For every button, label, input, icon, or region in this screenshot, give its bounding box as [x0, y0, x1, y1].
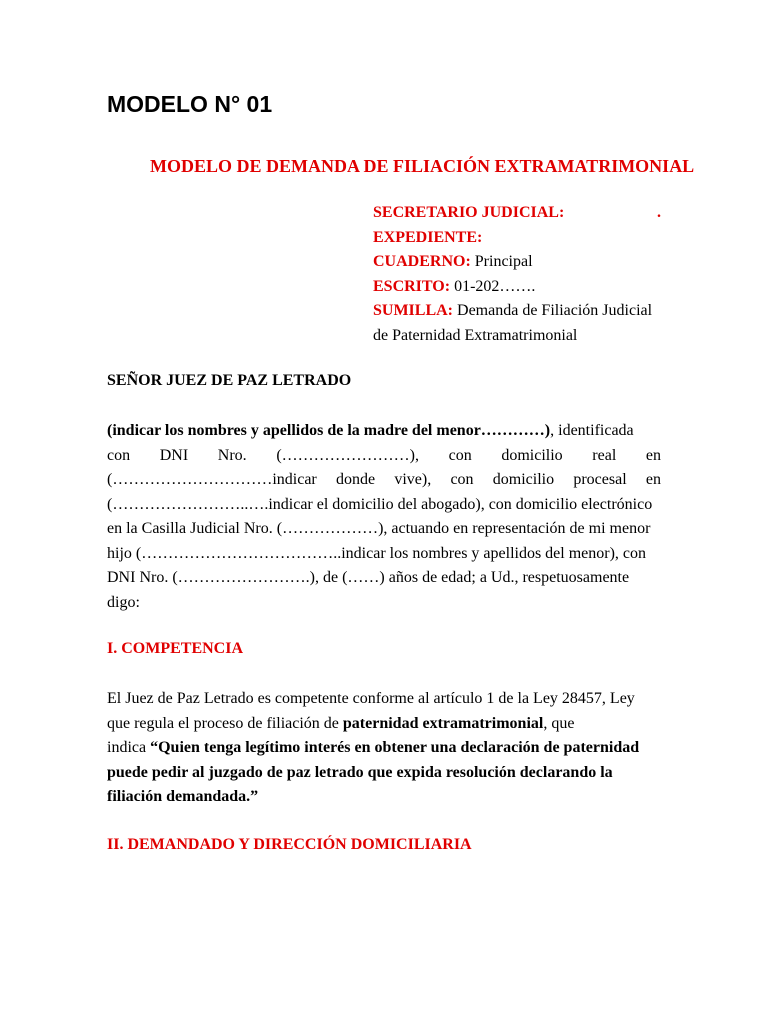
case-header	[373, 201, 661, 348]
paternity-emphasis: paternidad extramatrimonial	[342, 714, 544, 732]
competencia-line-3: indica “Quien tenga legítimo interés en obtener una declaración de paternidad	[107, 739, 640, 756]
intro-line-7: DNI Nro. (…………………….), de (……) años de edad; a Ud., respetuosamente	[107, 569, 630, 586]
escrito-row	[373, 275, 661, 300]
section-heading-demandado: II. DEMANDADO Y DIRECCIÓN DOMICILIARIA	[107, 836, 472, 853]
intro-line-1: (indicar los nombres y apellidos de la madre del menor…………), identificada	[107, 422, 634, 439]
escrito-value: 01-202…….	[450, 277, 536, 295]
competencia-paragraph	[107, 687, 661, 810]
competencia-line-5: filiación demandada.”	[107, 788, 259, 805]
sumilla-label: SUMILLA:	[373, 302, 454, 319]
expediente-label: EXPEDIENTE:	[373, 228, 483, 246]
escrito-label: ESCRITO:	[373, 277, 451, 295]
competencia-line-4: puede pedir al juzgado de paz letrado que expida resolución declarando la	[107, 763, 613, 781]
secretario-value: .	[657, 204, 661, 221]
cuaderno-value: Principal	[470, 253, 533, 270]
cuaderno-row	[373, 250, 661, 275]
law-quote: “Quien tenga legítimo interés en obtener una declaración de paternidad	[150, 739, 640, 756]
sumilla-value-continued: de Paternidad Extramatrimonial	[373, 326, 578, 344]
sumilla-value: Demanda de Filiación Judicial	[453, 302, 653, 319]
sumilla-row-continued	[373, 324, 661, 349]
intro-line-5: en la Casilla Judicial Nro. (………………), actuando en representación de mi menor	[107, 520, 651, 537]
document-title: MODELO DE DEMANDA DE FILIACIÓN EXTRAMATRIMONIAL	[150, 156, 695, 176]
intro-paragraph	[107, 419, 661, 615]
page-title: MODELO N° 01	[107, 91, 273, 117]
intro-line-2: con DNI Nro. (……………………), con domicilio real en	[107, 446, 661, 464]
competencia-line-2: que regula el proceso de filiación de paternidad extramatrimonial, que	[107, 714, 575, 732]
cuaderno-label: CUADERNO:	[373, 253, 471, 270]
intro-line-6: hijo (………………………………..indicar los nombres y apellidos del menor), con	[107, 544, 647, 562]
secretario-row	[373, 201, 661, 226]
secretario-label: SECRETARIO JUDICIAL:	[373, 204, 565, 221]
mother-name-placeholder: (indicar los nombres y apellidos de la madre del menor…………)	[107, 422, 551, 439]
sumilla-row	[373, 299, 661, 324]
intro-line-8: digo:	[107, 593, 140, 611]
section-heading-competencia: I. COMPETENCIA	[107, 640, 244, 657]
intro-line-3: (…………………………indicar donde vive), con domicilio procesal en	[107, 471, 661, 488]
intro-line-4: (……………………..….indicar el domicilio del abogado), con domicilio electrónico	[107, 495, 653, 513]
salutation: SEÑOR JUEZ DE PAZ LETRADO	[107, 372, 352, 389]
expediente-row	[373, 226, 661, 251]
competencia-line-1: El Juez de Paz Letrado es competente conforme al artículo 1 de la Ley 28457, Ley	[107, 690, 635, 707]
